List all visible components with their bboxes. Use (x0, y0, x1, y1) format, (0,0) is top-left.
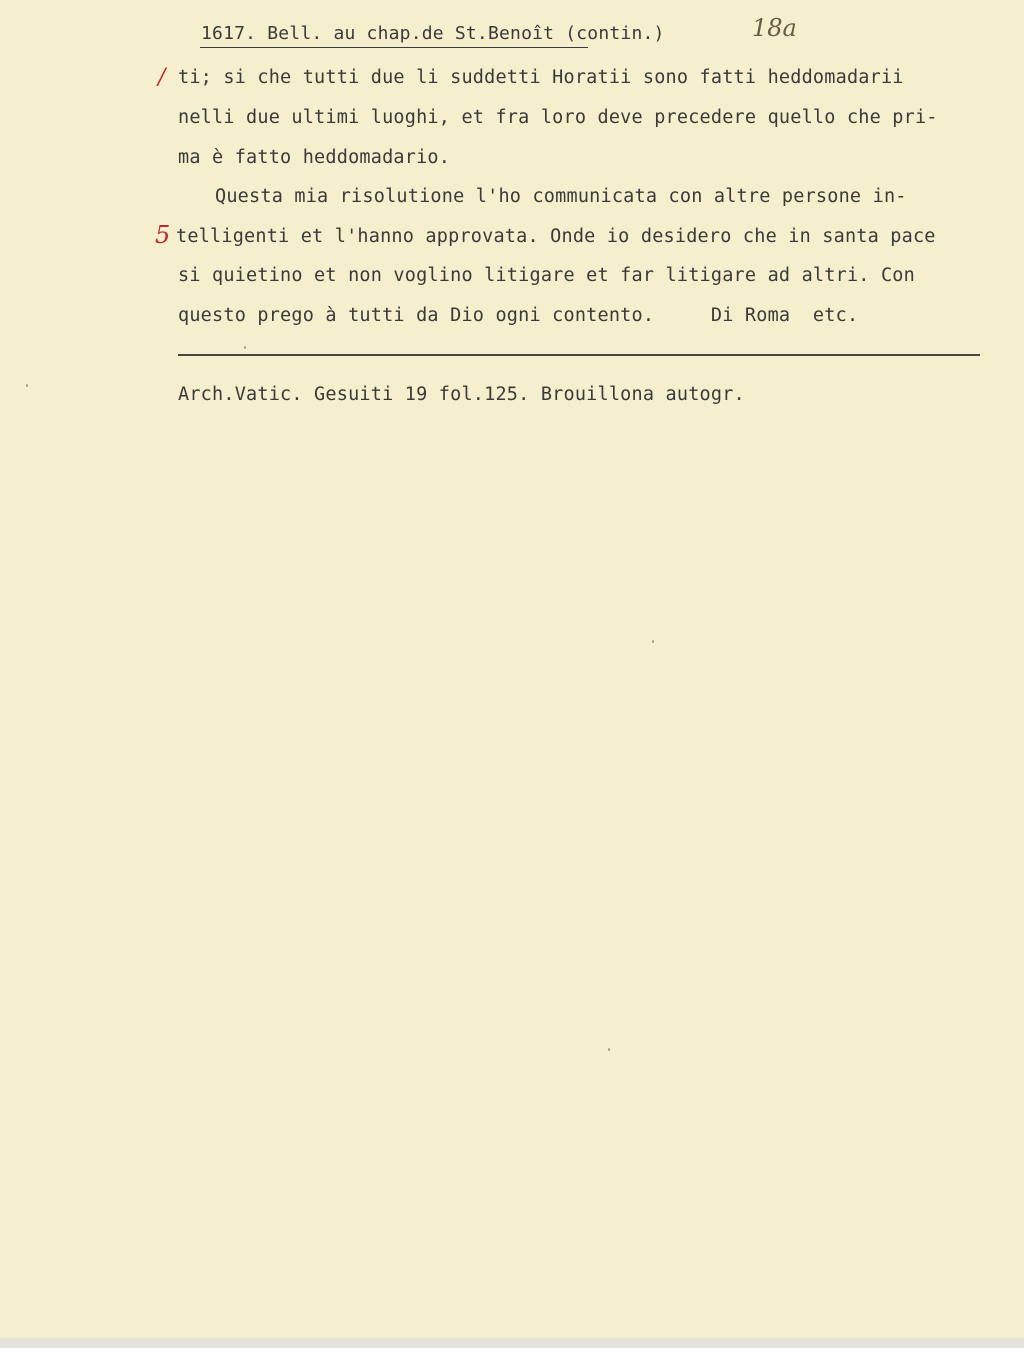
body-line-2: nelli due ultimi luoghi, et fra loro deve precedere quello che pri- (178, 107, 938, 128)
page-bottom-edge (0, 1338, 1024, 1348)
page-header-title: 1617. Bell. au chap.de St.Benoît (contin.) (201, 23, 665, 44)
paper-speck (652, 640, 654, 643)
paper-speck (26, 384, 28, 387)
body-line-1: ti; si che tutti due li suddetti Horatii sono fatti heddomadarii (178, 67, 904, 88)
margin-mark-1: / (158, 65, 166, 90)
paper-speck (244, 346, 246, 349)
body-line-5: telligenti et l'hanno approvata. Onde io desidero che in santa pace (176, 226, 936, 247)
source-citation: Arch.Vatic. Gesuiti 19 fol.125. Brouillona autogr. (178, 384, 745, 405)
body-line-6: si quietino et non voglino litigare et far litigare ad altri. Con (178, 265, 915, 286)
body-line-7: questo prego à tutti da Dio ogni contento. Di Roma etc. (178, 305, 859, 326)
margin-mark-5: 5 (155, 221, 171, 249)
paper-speck (608, 1048, 610, 1051)
folio-number: 18a (752, 14, 797, 42)
header-underline (200, 47, 588, 48)
section-divider (178, 354, 980, 356)
body-line-4: Questa mia risolutione l'ho communicata con altre persone in- (215, 186, 907, 207)
body-line-3: ma è fatto heddomadario. (178, 147, 451, 168)
